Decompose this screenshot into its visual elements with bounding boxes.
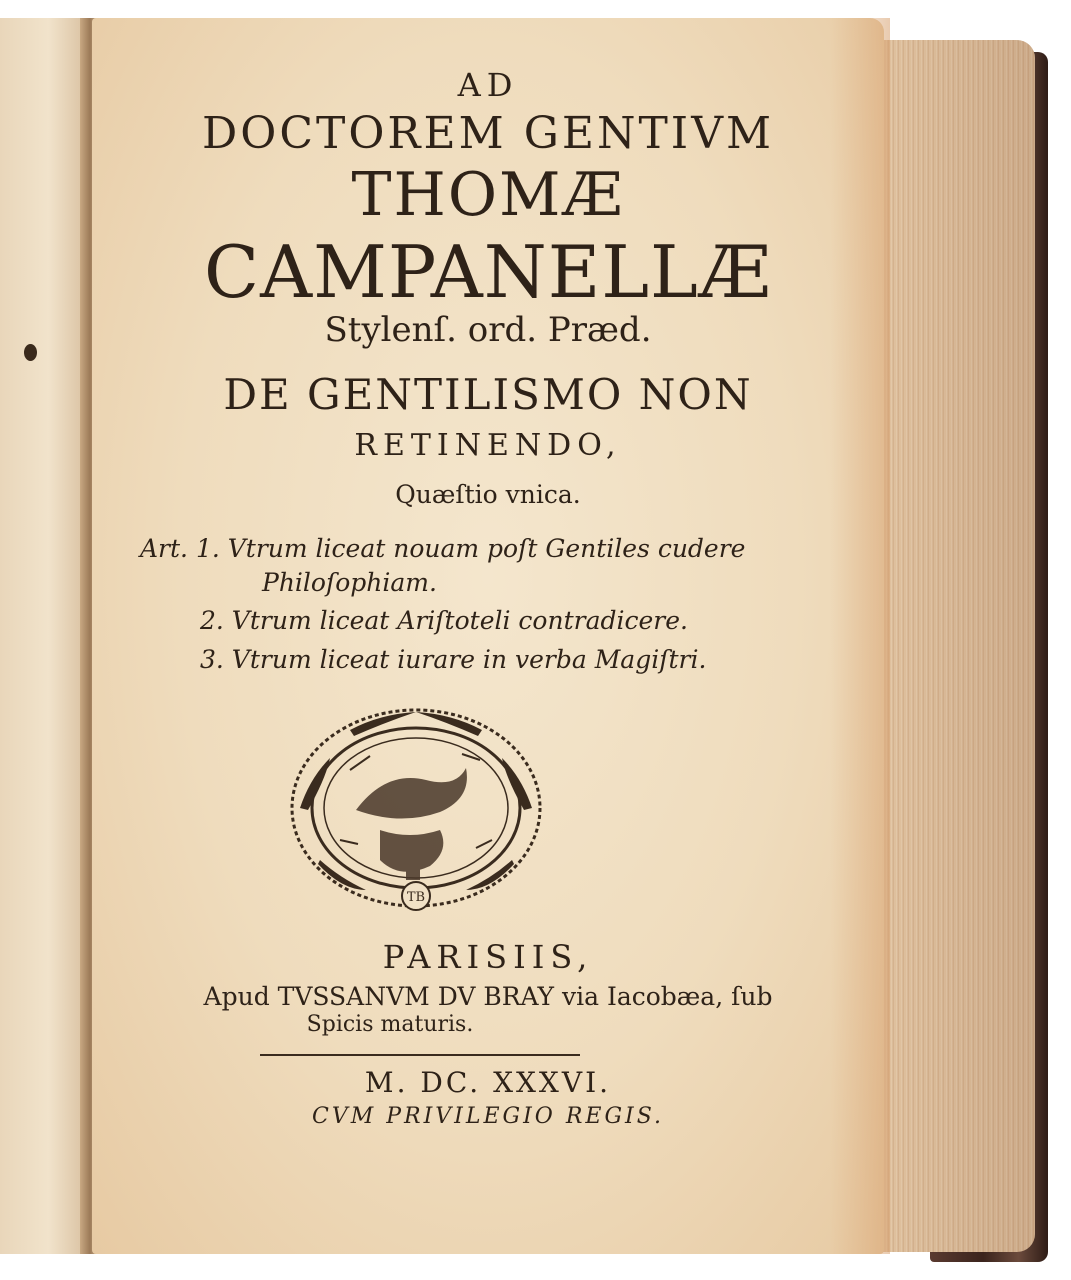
article-1-continued: Philoſophiam. xyxy=(262,568,437,597)
imprint-rule xyxy=(260,1054,580,1056)
title-line-doctorem: DOCTOREM GENTIVM xyxy=(201,108,775,159)
article-3: 3. Vtrum liceat iurare in verba Magiſtri. xyxy=(200,645,707,674)
title-line-ad: AD xyxy=(457,66,519,104)
imprint-year: M. DC. XXXVI. xyxy=(364,1066,612,1099)
imprint-city: PARISIIS, xyxy=(382,938,594,976)
author-order: Stylenſ. ord. Præd. xyxy=(324,310,652,350)
ink-dot xyxy=(24,344,37,361)
author-first-name: THOMÆ xyxy=(351,160,625,230)
left-facing-page xyxy=(0,18,88,1254)
article-2: 2. Vtrum liceat Ariſtoteli contradicere. xyxy=(200,606,688,635)
imprint-sign: Spicis maturis. xyxy=(306,1012,474,1037)
author-surname: CAMPANELLÆ xyxy=(204,230,772,314)
printer-device-emblem xyxy=(280,700,552,920)
device-monogram: TB xyxy=(406,890,426,905)
work-title-continued: RETINENDO, xyxy=(354,428,622,463)
imprint-printer: Apud TVSSANVM DV BRAY via Iacobæa, ſub xyxy=(203,982,773,1011)
quaestio-line: Quæſtio vnica. xyxy=(395,480,581,509)
article-1: Art. 1. Vtrum liceat nouam poſt Gentiles cudere xyxy=(140,534,746,563)
work-title: DE GENTILISMO NON xyxy=(223,370,753,419)
royal-privilege: CVM PRIVILEGIO REGIS. xyxy=(311,1104,664,1129)
